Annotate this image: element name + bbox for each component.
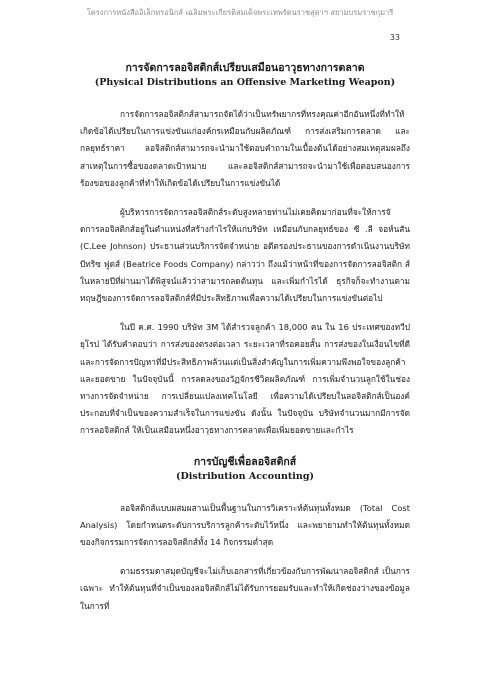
paragraph: ผู้บริหารการจัดการลอจิสติกส์ระดับสูงหลายท่านไม่เคยคิดมาก่อนที่จะให้การจั ดการลอจิสติกส์อยู่ในตำแหน่งที่สร้างกำไรให้แก่บริษัท เหมือนกับกลยุทธ์ของ ซี .ลี จอห์นสัน (C.Lee Johnson) ประธานส่วนบริการจัดจำหน่าย อดีตรองประธานของการดำเนินงานบริษัท บีทริซ ฟูดส์ (Beatrice Foods Company) กล่าวว่า ถึงแม้ว่าหน้าที่ของการจัดการลอจิสติก ส์ในหลายปีที่ผ่านมาได้พิสูจน์แล้วว่าสามารถลดต้นทุน และเพิ่มกำไรได้ ธุรกิจก็จะทำงานตามทฤษฎีของการจัดการลอจิสติกส์ที่มีประสิทธิภาพเพื่อความได้เปรียบในการแข่งขันต่อไป	[80, 207, 410, 304]
paragraph: ตามธรรมดาสมุดบัญชีจะไม่เก็บเอกสารที่เกี่ยวข้องกับการพัฒนาลอจิสติกส์ เป็นการเฉพาะ ทำให้ต้นทุนที่จำเป็นของลอจิสติกส์ไม่ได้รับการยอมรับและทำให้เกิดช่องว่างของข้อมูลในการที่	[80, 566, 410, 611]
paragraph: ลอจิสติกส์แบบผสมผสานเป็นพื้นฐานในการวิเคราะห์ต้นทุนทั้งหมด (Total Cost Analysis) โดยกำหนดระดับการบริการลูกค้าระดับไว้หนึ่ง และพยายามทำให้ต้นทุนทั้งหมดของกิจกรรมการจัดการลอจิสติกส์ทั้ง 14 กิจกรรมต่ำสุด	[80, 502, 410, 548]
page-content	[80, 60, 410, 627]
section-title-thai: การบัญชีเพื่อลอจิสติกส์	[193, 455, 297, 468]
section-title-thai: การจัดการลอจิสติกส์เปรียบเสมือนอาวุธทางการตลาด	[125, 62, 365, 74]
paragraph: ในปี ค.ศ. 1990 บริษัท 3M ได้สำรวจลูกค้า 18,000 คน ใน 16 ประเทศของทวีปยุโรป ได้รับคำตอบว่า การส่งของตรงต่อเวลา ระยะเวลาที่รอคอยสั้น การส่งของในเงื่อนไขที่ดี และการจัดการปัญหาที่มีประสิทธิภาพล้วนแต่เป็นสิ่งสำคัญในการเพิ่มความพึงพอใจของลูกค้าและยอดขาย ในปัจจุบันนี้ การลดลงของวัฏจักรชีวิตผลิตภัณฑ์ การเพิ่มจำนวนลูกใช้ในช่องทางการจัดจำหน่าย การเปลี่ยนแปลงเทคโนโลยี เพื่อความได้เปรียบในลอจิสติกส์เป็นองค์ประกอบที่จำเป็นของความสำเร็จในการแข่งขัน ดังนั้น ในปัจจุบัน บริษัทจำนวนมากมีการจัดการลอจิสติกส์ ให้เป็นเสมือนหนึ่งอาวุธทางการตลาดเพื่อเพิ่มยอดขายและกำไร	[80, 322, 410, 436]
running-header: โครงการหนังสืออิเล็กทรอนิกส์ เฉลิมพระเกียรติสมเด็จพระเทพรัตนราชสุดาฯ สยามบรมราชกุมารี	[86, 8, 394, 17]
section-title-english: (Distribution Accounting)	[176, 470, 314, 482]
page-number: 33	[389, 33, 400, 42]
section-title-english: (Physical Distributions an Offensive Marketing Weapon)	[94, 77, 396, 88]
paragraph: การจัดการลอจิสติกส์สามารถจัดได้ว่าเป็นทรัพยากรที่ทรงคุณค่าอีกอันหนึ่งที่ทำให้เกิดข้อได้เปรียบในการแข่งขันแก่องค์กรเหมือนกับผลิตภัณฑ์ การส่งเสริมการตลาด และกลยุทธ์ราคา ลอจิสติกส์สามารถจะนำมาใช้ตอบคำถามในเบื้องต้นได้อย่างสมเหตุสมผลถึงสาเหตุในการซื้อของตลาดเป้าหมาย และลอจิสติกส์สามารถจะนำมาใช้เพื่อตอบสนองการร้องขอของลูกค้าที่ทำให้เกิดข้อได้เปรียบในการแข่งขันได้	[80, 109, 410, 188]
